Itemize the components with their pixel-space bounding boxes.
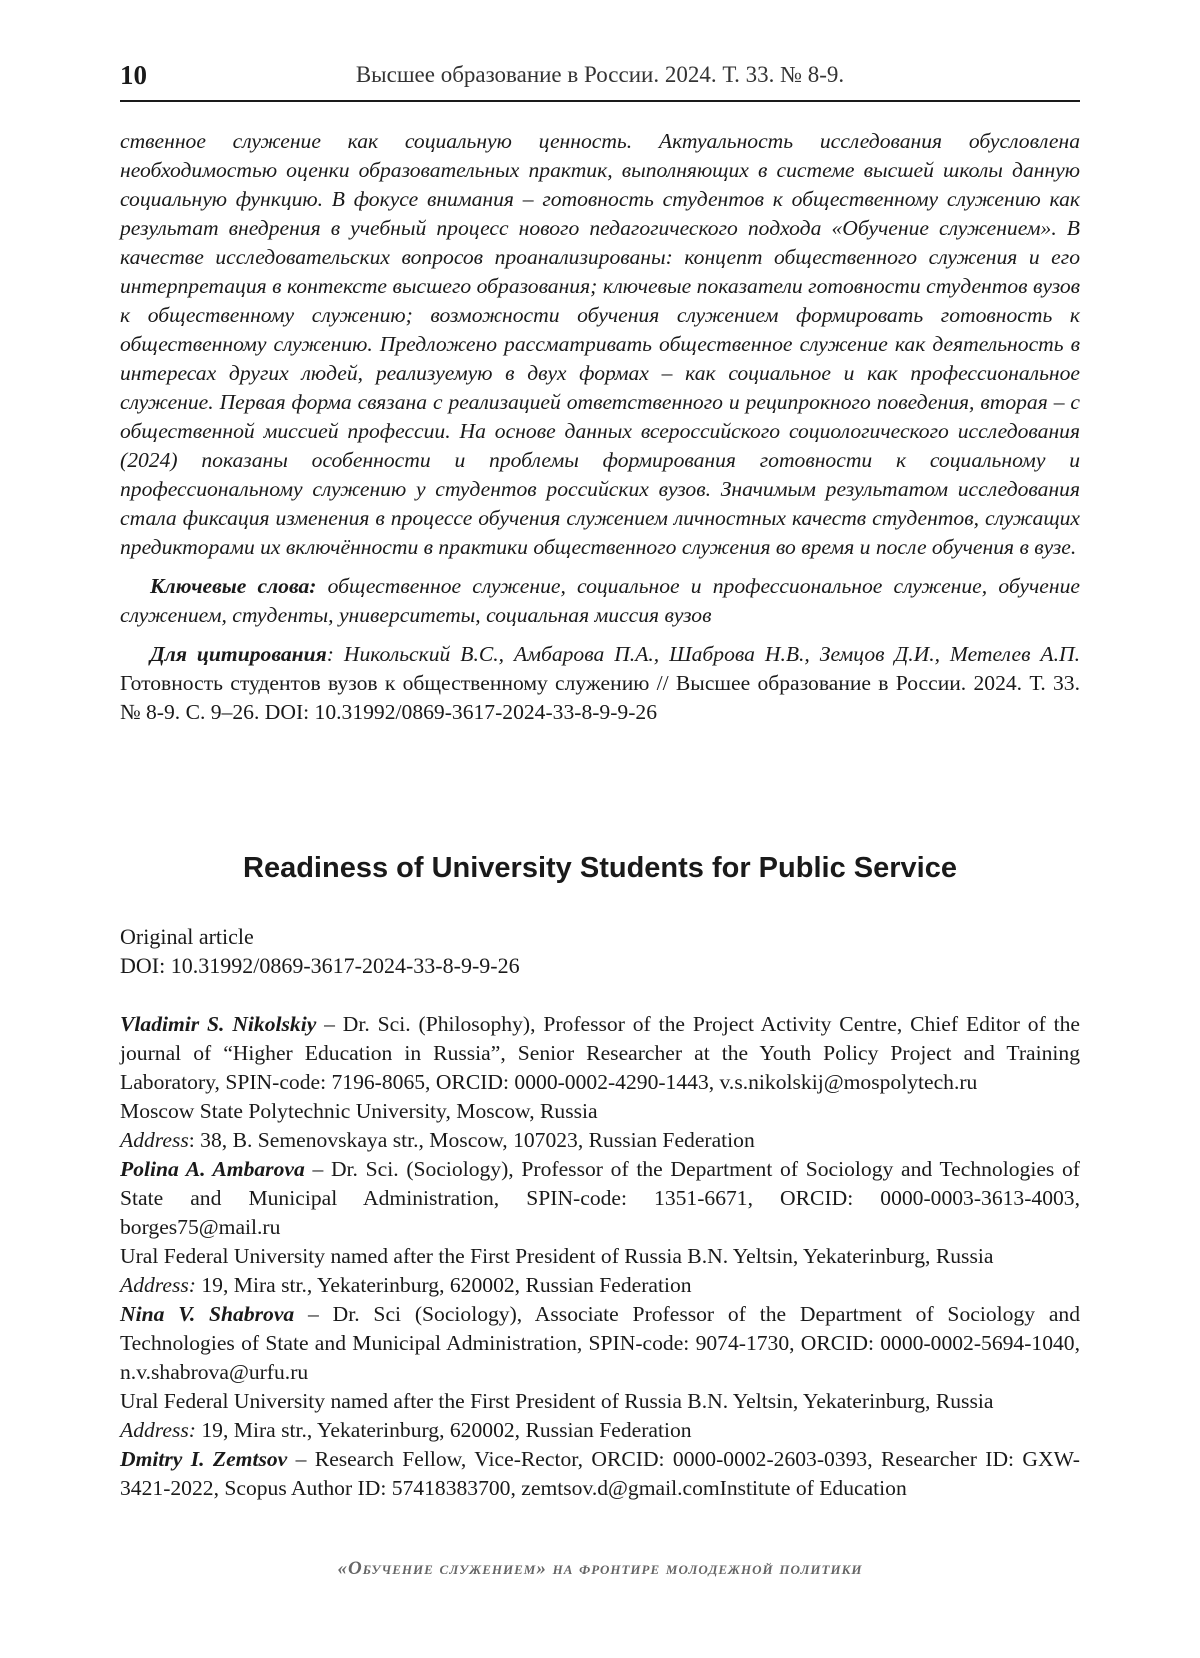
author-address (120, 1126, 1080, 1155)
citation-authors: Никольский В.С., Амбарова П.А., Шаброва Н.В., Земцов Д.И., Метелев А.П. (343, 642, 1080, 666)
author-affiliation: Ural Federal University named after the First President of Russia B.N. Yeltsin, Yekaterinburg, Russia (120, 1244, 994, 1268)
author-name: Polina A. Ambarova (120, 1157, 305, 1181)
author-affiliation: Ural Federal University named after the First President of Russia B.N. Yeltsin, Yekaterinburg, Russia (120, 1389, 994, 1413)
article-meta (120, 922, 1080, 980)
address-text: : 38, B. Semenovskaya str., Moscow, 107023, Russian Federation (188, 1128, 755, 1152)
author-entry (120, 1155, 1080, 1242)
keywords-label: Ключевые слова: (150, 574, 317, 598)
author-name: Nina V. Shabrova (120, 1302, 295, 1326)
address-text: 19, Mira str., Yekaterinburg, 620002, Russian Federation (195, 1273, 692, 1297)
citation-text: Готовность студентов вузов к общественному служению // Высшее образование в России. 2024. Т. 33. № 8-9. С. 9–26. DOI: 10.31992/0869-3617-2024-33-8-9-9-26 (120, 671, 1080, 724)
author-name: Vladimir S. Nikolskiy (120, 1012, 317, 1036)
author-name: Dmitry I. Zemtsov (120, 1447, 288, 1471)
author-entry (120, 1010, 1080, 1097)
address-label: Address: (120, 1418, 196, 1442)
author-description: – Dr. Sci. (Philosophy), Professor of the Project Activity Centre, Chief Editor of the journal of “Higher Education in Russia”, Senior Researcher at the Youth Policy Project and Training Laboratory, SPIN-code: 7196-8065, ORCID: 0000-0002-4290-1443, v.s.nikolskij@mospolytech.ru (120, 1012, 1080, 1094)
citation-colon: : (326, 642, 334, 666)
address-label: Address: (120, 1273, 196, 1297)
author-address (120, 1416, 1080, 1445)
author-description: – Research Fellow, Vice-Rector, ORCID: 0000-0002-2603-0393, Researcher ID: GXW-3421-2022, Scopus Author ID: 57418383700, zemtsov.d@gmail.comInstitute of Education (120, 1447, 1080, 1500)
abstract (120, 127, 1080, 727)
citation (120, 640, 1080, 727)
address-label: Address (120, 1128, 189, 1152)
author-entry (120, 1300, 1080, 1387)
author-entry (120, 1445, 1080, 1503)
author-description: – Dr. Sci. (Sociology), Professor of the Department of Sociology and Technologies of State and Municipal Administration, SPIN-code: 1351-6671, ORCID: 0000-0003-3613-4003, borges75@mail.ru (120, 1157, 1080, 1239)
abstract-text: ственное служение как социальную ценность. Актуальность исследования обусловлена необходимостью оценки образовательных практик, выполняющих в системе высшей школы данную социальную функцию. В фокусе внимания – готовность студентов к общественному служению как результат внедрения в учебный процесс нового педагогического подхода «Обучение служением». В качестве исследовательских вопросов проанализированы: концепт общественного служения и его интерпретация в контексте высшего образования; ключевые показатели готовности студентов вузов к общественному служению; возможности обучения служением формировать готовность к общественному служению. Предложено рассматривать общественное служение как деятельность в интересах других людей, реализуемую в двух формах – как социальное и как профессиональное служение. Первая форма связана с реализацией ответственного и реципрокного поведения, вторая – с общественной миссией профессии. На основе данных всероссийского социологического исследования (2024) показаны особенности и проблемы формирования готовности к социальному и профессиональному служению у студентов российских вузов. Значимым результатом исследования стала фиксация изменения в процессе обучения служением личностных качеств студентов, служащих предикторами их включённости в практики общественного служения во время и после обучения в вузе. (120, 129, 1080, 559)
author-address (120, 1271, 1080, 1300)
citation-label: Для цитирования (150, 642, 327, 666)
article-type: Original article (120, 924, 254, 949)
author-list (120, 1010, 1080, 1503)
english-title: Readiness of University Students for Public Service (243, 852, 957, 884)
journal-title: Высшее образование в России. 2024. Т. 33. № 8-9. (355, 62, 845, 87)
article-doi: DOI: 10.31992/0869-3617-2024-33-8-9-9-26 (120, 953, 520, 978)
address-text: 19, Mira str., Yekaterinburg, 620002, Russian Federation (195, 1418, 692, 1442)
keywords-text: общественное служение, социальное и профессиональное служение, обучение служением, студенты, университеты, социальная миссия вузов (120, 574, 1080, 627)
author-description: – Dr. Sci (Sociology), Associate Professor of the Department of Sociology and Technologies of State and Municipal Administration, SPIN-code: 9074-1730, ORCID: 0000-0002-5694-1040, n.v.shabrova@urfu.ru (120, 1302, 1080, 1384)
keywords (120, 572, 1080, 630)
running-footer: «Обучение служением» на фронтире молодежной политики (337, 1558, 863, 1579)
page-number: 10 (120, 60, 147, 90)
journal-page (120, 0, 1080, 1658)
running-head (120, 60, 1080, 102)
author-affiliation: Moscow State Polytechnic University, Moscow, Russia (120, 1099, 598, 1123)
